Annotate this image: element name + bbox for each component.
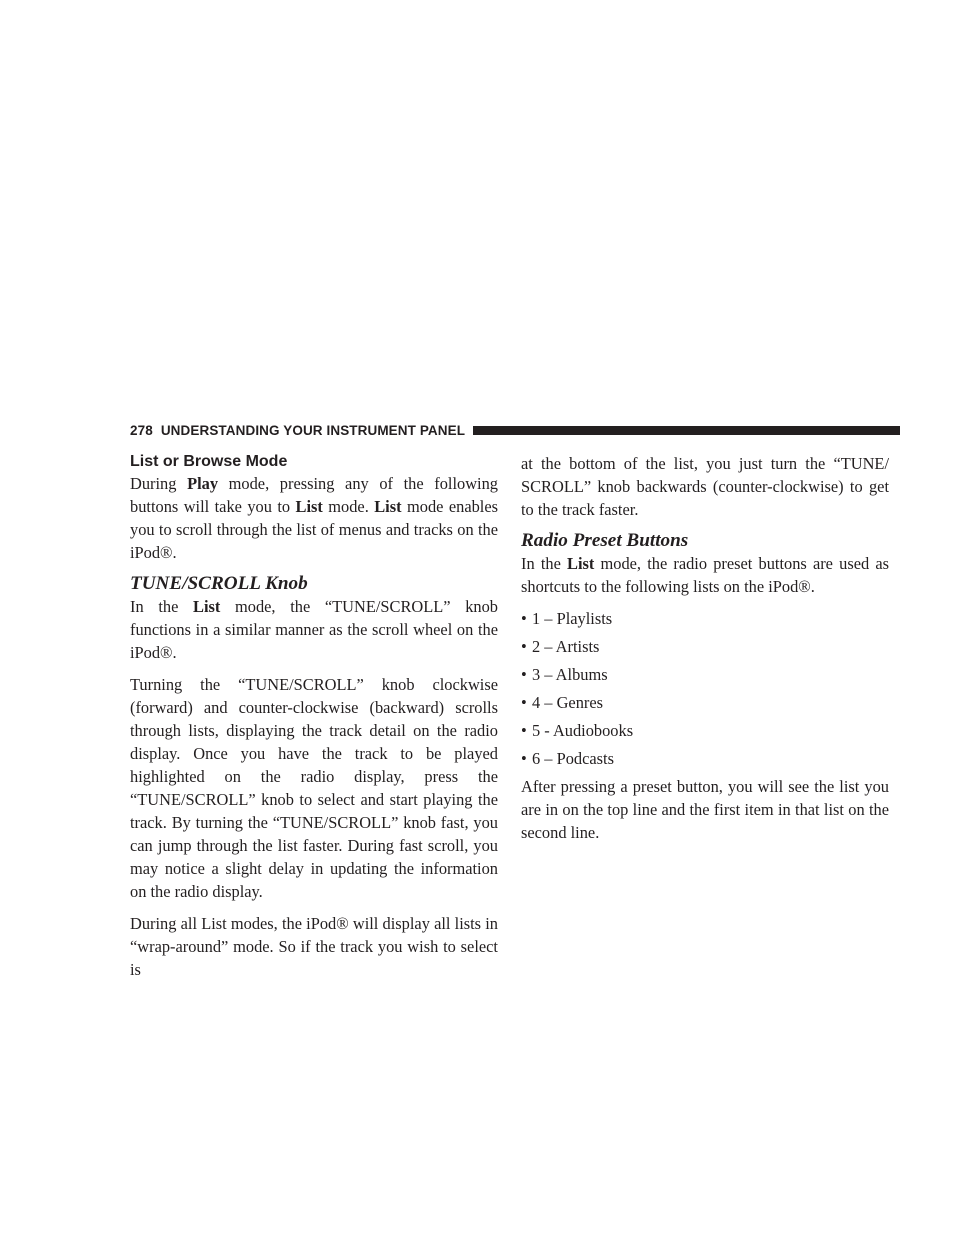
scroll-paragraph: Turning the “TUNE/SCROLL” knob clockwise (forward) and counter-clockwise (backward) scrolls through lists, displaying the track detail on the radio display. Once you have the track to be played highlighted on the radio display, press the “TUNE/SCROLL” knob to select and start playing the track. By turning the “TUNE/SCROLL” knob fast, you can jump through the list faster. During fast scroll, you may notice a slight delay in updating the information on the radio display. <box>130 675 498 901</box>
after-preset-paragraph: After pressing a preset button, you will see the list you are in on the top line and the first item in that list on the second line. <box>521 777 889 842</box>
list-item <box>521 719 889 742</box>
list-item <box>521 663 889 686</box>
section-title: UNDERSTANDING YOUR INSTRUMENT PANEL <box>160 422 466 438</box>
continuation-paragraph: at the bottom of the list, you just turn the “TUNE/ SCROLL” knob backwards (counter-clockwise) to get to the track faster. <box>521 454 889 519</box>
wrap-around-paragraph: During all List modes, the iPod® will display all lists in “wrap-around” mode. So if the track you wish to select is <box>130 914 498 979</box>
text-run: In the <box>130 597 179 616</box>
list-item <box>521 747 889 770</box>
header-rule <box>473 426 900 435</box>
bullet-icon: • <box>521 721 527 740</box>
knob-paragraph <box>130 595 498 664</box>
bold-term-list: List <box>374 497 402 516</box>
text-run: In the <box>521 554 561 573</box>
bold-term-list: List <box>295 497 323 516</box>
text-run: mode. <box>328 497 369 516</box>
list-item <box>521 635 889 658</box>
bullet-icon: • <box>521 637 527 656</box>
list-item <box>521 691 889 714</box>
list-item-text: 3 – Albums <box>532 665 608 684</box>
preset-paragraph <box>521 552 889 598</box>
bullet-icon: • <box>521 693 527 712</box>
preset-list <box>521 607 889 770</box>
bullet-icon: • <box>521 609 527 628</box>
bold-term-list: List <box>567 554 595 573</box>
list-item-text: 1 – Playlists <box>532 609 613 628</box>
text-run: mode, the “TUNE/SCROLL” knob functions in a similar manner as the scroll wheel on the iPod®. <box>130 597 498 662</box>
text-run: mode, the radio preset buttons are used as shortcuts to the following lists on the iPod®. <box>521 554 889 596</box>
page-header <box>130 422 900 438</box>
list-item <box>521 607 889 630</box>
list-item-text: 4 – Genres <box>532 693 604 712</box>
subheading-tune-scroll: TUNE/SCROLL Knob <box>130 573 308 594</box>
bold-term-play: Play <box>187 474 219 493</box>
bullet-icon: • <box>521 665 527 684</box>
section-heading: List or Browse Mode <box>130 453 288 470</box>
intro-paragraph <box>130 472 498 564</box>
page-number: 278 <box>130 422 153 438</box>
text-run: mode, pressing any of the following buttons will take you to <box>130 474 498 516</box>
list-item-text: 5 - Audiobooks <box>532 721 634 740</box>
bold-term-list: List <box>193 597 221 616</box>
list-item-text: 6 – Podcasts <box>532 749 614 768</box>
text-run: During <box>130 474 177 493</box>
bullet-icon: • <box>521 749 527 768</box>
right-column <box>521 452 889 853</box>
subheading-radio-preset: Radio Preset Buttons <box>521 530 689 551</box>
text-run: mode enables you to scroll through the list of menus and tracks on the iPod®. <box>130 497 499 562</box>
list-item-text: 2 – Artists <box>532 637 600 656</box>
left-column <box>130 452 498 990</box>
